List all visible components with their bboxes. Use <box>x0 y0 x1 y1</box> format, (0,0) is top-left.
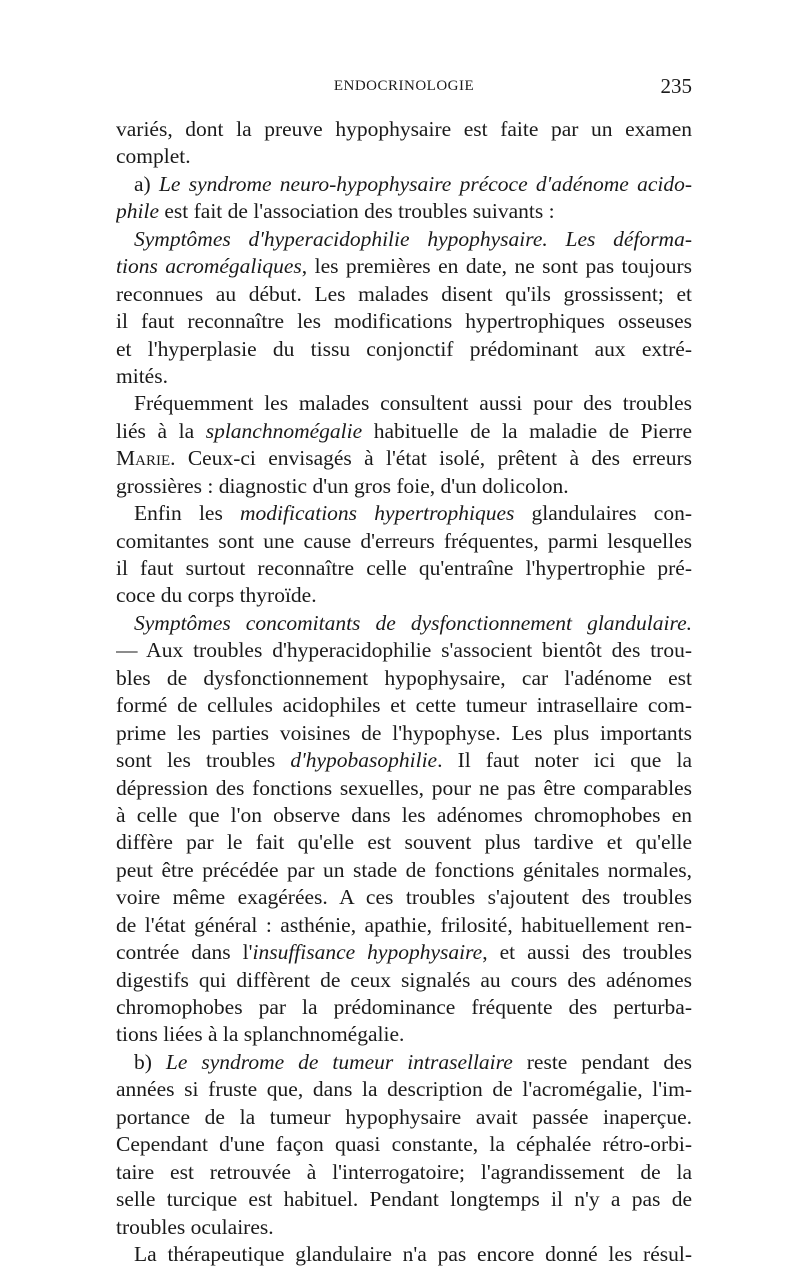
text-run: , les premières en date, ne sont pas toujours <box>301 254 692 279</box>
text-line <box>116 445 692 472</box>
text-line <box>116 1104 692 1131</box>
text-run: complet. <box>116 144 191 169</box>
text-run: il faut surtout reconnaître celle qu'entraîne l'hypertrophie pré- <box>116 556 692 580</box>
text-run: dépression des fonctions sexuelles, pour ne pas être comparables <box>116 775 692 800</box>
text-run: La thérapeutique glandulaire n'a pas encore donné les résul- <box>134 1241 692 1266</box>
text-run: Cependant d'une façon quasi constante, la céphalée rétro-orbi- <box>116 1132 692 1157</box>
text-run: . Il faut noter ici que la <box>437 748 692 773</box>
text-line <box>116 610 692 637</box>
text-line <box>116 665 692 692</box>
text-line <box>116 884 692 911</box>
text-run: taire est retrouvée à l'interrogatoire; l'agrandissement de la <box>116 1159 692 1184</box>
text-run: digestifs qui diffèrent de ceux signalés au cours des adénomes <box>116 967 692 992</box>
text-run: et l'hyperplasie du tissu conjonctif prédominant aux extré- <box>116 336 692 361</box>
text-line <box>116 775 692 802</box>
text-line <box>116 1159 692 1186</box>
text-run: années si fruste que, dans la description de l'acromégalie, l'im- <box>116 1077 692 1102</box>
text-line <box>116 747 692 774</box>
text-run: contrée dans l' <box>116 940 253 965</box>
text-run: à celle que l'on observe dans les adénomes chromophobes en <box>116 802 692 827</box>
text-run: Marie <box>116 446 171 471</box>
text-run: Enfin les <box>134 501 240 526</box>
text-line <box>116 198 692 225</box>
text-run: Fréquemment les malades consultent aussi pour des troubles <box>134 391 692 416</box>
text-run: Le syndrome de tumeur intrasellaire <box>165 1049 513 1074</box>
text-run: tions liées à la splanchnomégalie. <box>116 1022 405 1047</box>
text-line <box>116 390 692 417</box>
text-run: habituelle de la maladie de Pierre <box>362 418 692 443</box>
text-run: coce du corps thyroïde. <box>116 583 317 608</box>
text-line <box>116 939 692 966</box>
text-line <box>116 802 692 829</box>
text-run: voire même exagérées. A ces troubles s'ajoutent des troubles <box>116 885 692 910</box>
text-run: d'hypobasophilie <box>290 748 438 773</box>
text-line <box>116 1214 692 1241</box>
text-line <box>116 912 692 939</box>
text-run: Le syndrome neuro-hypophysaire précoce d'adénome acido- <box>158 171 692 196</box>
text-line <box>116 637 692 664</box>
text-line <box>116 171 692 198</box>
text-run: mités. <box>116 363 168 388</box>
page-number: 235 <box>660 74 692 98</box>
text-line <box>116 967 692 994</box>
text-line <box>116 1021 692 1048</box>
text-line <box>116 857 692 884</box>
text-line <box>116 418 692 445</box>
text-run: bles de dysfonctionnement hypophysaire, car l'adénome est <box>116 665 692 690</box>
text-line <box>116 500 692 527</box>
text-run: — Aux troubles d'hyperacidophilie s'associent bientôt des trou- <box>116 638 692 663</box>
text-line <box>116 253 692 280</box>
text-line <box>116 473 692 500</box>
text-line <box>116 582 692 609</box>
text-line <box>116 528 692 555</box>
text-run: chromophobes par la prédominance fréquente des perturba- <box>116 995 692 1019</box>
text-run: glandulaires con- <box>514 501 692 526</box>
text-run: comitantes sont une cause d'erreurs fréquentes, parmi lesquelles <box>116 528 692 553</box>
text-line <box>116 1076 692 1103</box>
text-run: grossières : diagnostic d'un gros foie, d'un dolicolon. <box>116 473 569 498</box>
text-run: sont les troubles <box>116 748 291 773</box>
body-text <box>116 116 692 1268</box>
running-title: ENDOCRINOLOGIE <box>333 78 475 94</box>
text-line <box>116 363 692 390</box>
text-line <box>116 143 692 170</box>
text-run: reconnues au début. Les malades disent qu'ils grossissent; et <box>116 281 692 306</box>
text-run: est fait de l'association des troubles suivants : <box>159 199 555 224</box>
text-run: selle turcique est habituel. Pendant longtemps il n'y a pas de <box>116 1187 692 1212</box>
text-line <box>116 1241 692 1268</box>
text-line <box>116 1131 692 1158</box>
text-run: prime les parties voisines de l'hypophyse. Les plus importants <box>116 720 692 745</box>
text-run: b) <box>134 1049 166 1074</box>
text-run: peut être précédée par un stade de fonctions génitales normales, <box>116 857 692 882</box>
text-run: modifications hypertrophiques <box>240 501 515 526</box>
text-run: formé de cellules acidophiles et cette tumeur intrasellaire com- <box>116 693 692 718</box>
text-line <box>116 994 692 1021</box>
text-run: splanchnomégalie <box>205 418 363 443</box>
text-run: , et aussi des troubles <box>482 940 692 965</box>
running-head <box>116 74 692 100</box>
text-line <box>116 720 692 747</box>
text-run: liés à la <box>116 418 206 443</box>
text-run: de l'état général : asthénie, apathie, frilosité, habituellement ren- <box>116 912 692 937</box>
text-line <box>116 692 692 719</box>
text-line <box>116 116 692 143</box>
text-run: Symptômes concomitants de dysfonctionnement glandulaire. <box>134 610 692 635</box>
text-line <box>116 1186 692 1213</box>
text-line <box>116 555 692 582</box>
text-line <box>116 1049 692 1076</box>
text-line <box>116 281 692 308</box>
text-run: insuffisance hypophysaire <box>252 940 483 965</box>
text-run: variés, dont la preuve hypophysaire est faite par un examen <box>116 117 692 141</box>
text-run: il faut reconnaître les modifications hypertrophiques osseuses <box>116 309 692 334</box>
text-line <box>116 308 692 335</box>
text-run: troubles oculaires. <box>116 1214 274 1239</box>
text-run: tions acromégaliques <box>116 254 302 279</box>
text-line <box>116 829 692 856</box>
text-line <box>116 226 692 253</box>
text-run: Symptômes d'hyperacidophilie hypophysaire. Les déforma- <box>134 226 692 251</box>
text-run: phile <box>116 199 159 224</box>
text-run: reste pendant des <box>512 1049 692 1074</box>
text-run: a) <box>134 171 159 196</box>
text-line <box>116 336 692 363</box>
text-run: portance de la tumeur hypophysaire avait passée inaperçue. <box>116 1104 692 1129</box>
text-run: diffère par le fait qu'elle est souvent plus tardive et qu'elle <box>116 830 692 855</box>
text-run: . Ceux-ci envisagés à l'état isolé, prêtent à des erreurs <box>170 446 692 471</box>
